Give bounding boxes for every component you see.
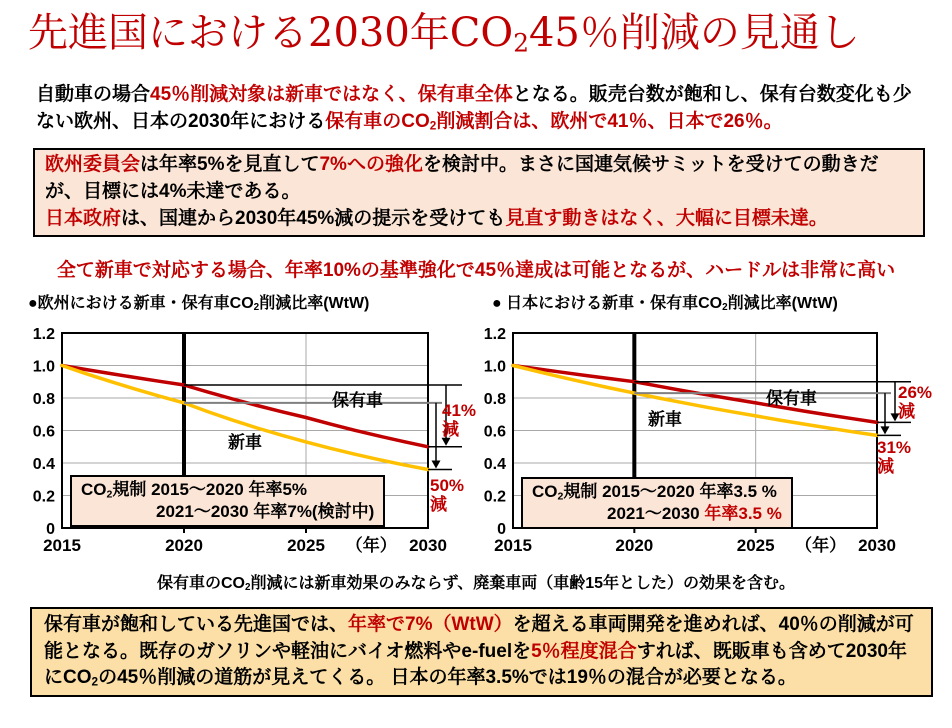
annotation-newcar-reduction: 31%減 <box>877 438 912 477</box>
svg-text:（年）: （年） <box>345 536 397 555</box>
series-label-fleet: 保有車 <box>766 389 817 408</box>
svg-text:0.8: 0.8 <box>32 391 55 408</box>
svg-text:2030: 2030 <box>858 536 896 555</box>
chart-japan <box>476 325 952 570</box>
svg-text:0: 0 <box>497 521 506 538</box>
chart-title-japan: ● 日本における新車・保有車$CO_2$削減比率(WtW) <box>492 295 838 314</box>
page-title: 先進国における2030年$CO_245$％削減の見通し <box>28 10 860 58</box>
series-label-fleet: 保有車 <box>332 391 383 410</box>
svg-text:0.4: 0.4 <box>32 456 55 473</box>
regulation-legend-europe: $CO_2$規制 2015～2020 年率5% 2021～2030 年率7%(検討中) <box>70 475 385 527</box>
series-label-newcar: 新車 <box>228 433 262 452</box>
policy-status-box <box>33 148 925 237</box>
svg-text:（年）: （年） <box>795 536 847 555</box>
conclusion-box <box>30 607 933 697</box>
svg-text:1.2: 1.2 <box>32 326 55 343</box>
svg-text:0.8: 0.8 <box>483 391 506 408</box>
svg-text:0.6: 0.6 <box>32 423 55 441</box>
svg-text:0.4: 0.4 <box>483 456 506 473</box>
svg-text:1.0: 1.0 <box>32 358 55 376</box>
svg-text:1.0: 1.0 <box>483 358 506 376</box>
chart-europe <box>8 325 478 570</box>
chart-footnote: 保有車の$CO_2$削減には新車効果のみならず、廃棄車両（車齢15年とした）の効果を含む。 <box>156 575 796 594</box>
series-label-newcar: 新車 <box>648 410 682 429</box>
svg-text:2015: 2015 <box>494 536 532 555</box>
svg-text:2015: 2015 <box>43 536 81 555</box>
annotation-newcar-reduction: 50%減 <box>430 476 465 515</box>
svg-text:0.2: 0.2 <box>32 488 55 506</box>
intro-paragraph: 自動車の場合45％削減対象は新車ではなく、保有車全体となる。販売台数が飽和し、保有台数変化も少ない欧州、日本の2030年における保有車の$CO_2$削減割合は、欧州で41％、日本で26％。 <box>36 84 912 133</box>
svg-text:0: 0 <box>46 521 55 538</box>
svg-text:2030: 2030 <box>409 536 447 555</box>
annotation-fleet-reduction: 26%減 <box>898 383 933 422</box>
chart-title-europe: ●欧州における新車・保有車$CO_2$削減比率(WtW) <box>28 295 370 314</box>
svg-text:1.2: 1.2 <box>483 326 506 343</box>
regulation-legend-japan: $CO_2$規制 2015～2020 年率3.5 % 2021～2030 年率3.5 % <box>521 477 793 529</box>
newcar-headline: 全て新車で対応する場合、年率10%の基準強化で45％達成は可能となるが、ハードルは非常に高い <box>56 260 896 281</box>
svg-text:2020: 2020 <box>165 536 203 555</box>
svg-text:0.2: 0.2 <box>483 488 506 506</box>
svg-text:2025: 2025 <box>287 536 325 555</box>
svg-text:2020: 2020 <box>615 536 654 555</box>
svg-text:0.6: 0.6 <box>483 423 506 441</box>
conclusion-text: 保有車が飽和している先進国では、年率で7%（WtW）を超える車両開発を進めれば、40％の削減が可能となる。既存のガソリンや軽油にバイオ燃料やe-fuelを5％程度混合すれば、既販車も含めて2030年に$CO_2$の45％削減の道筋が見えてくる。 日本の年率3.5%では19％の混合が必要となる。 <box>44 614 914 689</box>
policy-status-text: 欧州委員会は年率5%を見直して7%への強化を検討中。まさに国連気候サミットを受けての動きだが、目標には4%未達である。 日本政府は、国連から2030年45%減の提示を受けても見直す動きはなく、大幅に目標未達。 <box>45 154 879 229</box>
annotation-fleet-reduction: 41%減 <box>442 401 477 440</box>
svg-text:2025: 2025 <box>736 536 775 555</box>
